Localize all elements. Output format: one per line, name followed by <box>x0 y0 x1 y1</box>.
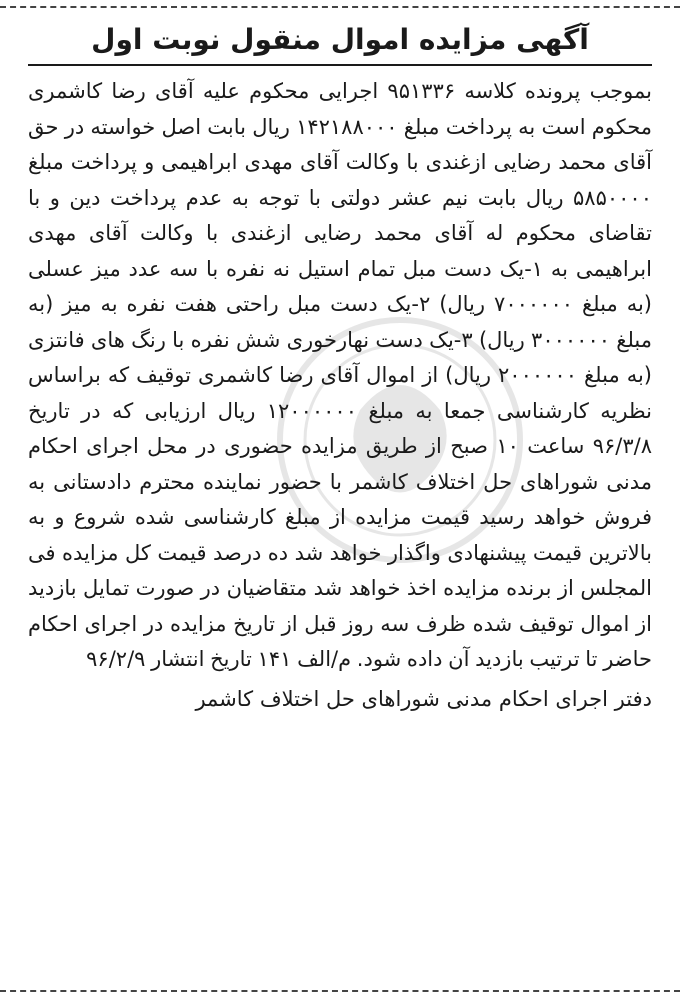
notice-body: بموجب پرونده کلاسه ۹۵۱۳۳۶ اجرایی محکوم علیه آقای رضا کاشمری محکوم است به پرداخت مبلغ ۱۴۲۱۸۸۰۰۰ ریال بابت اصل خواسته در حق آقای محمد رضایی ازغندی با وکالت آقای مهدی ابراهیمی و پرداخت مبلغ ۵۸۵۰۰۰۰ ریال بابت نیم عشر دولتی با توجه به عدم پرداخت دین و با تقاضای محکوم له آقای محمد رضایی ازغندی با وکالت آقای مهدی ابراهیمی به ۱-یک دست مبل تمام استیل نه نفره با سه عدد میز عسلی (به مبلغ ۷۰۰۰۰۰۰ ریال) ۲-یک دست مبل راحتی هفت نفره به میز (به مبلغ ۳۰۰۰۰۰۰ ریال) ۳-یک دست نهارخوری شش نفره با رنگ های فانتزی (به مبلغ ۲۰۰۰۰۰۰ ریال) از اموال آقای رضا کاشمری توقیف که براساس نظریه کارشناسی جمعا به مبلغ ۱۲۰۰۰۰۰۰ ریال ارزیابی که در تاریخ ۹۶/۳/۸ ساعت ۱۰ صبح از طریق مزایده حضوری در محل اجرای احکام مدنی شوراهای حل اختلاف کاشمر با حضور نماینده محترم دادستانی به فروش خواهد رسید قیمت مزایده از مبلغ کارشناسی شده شروع و به بالاترین قیمت پیشنهادی واگذار خواهد شد ده درصد قیمت کل مزایده فی المجلس از برنده مزایده اخذ خواهد شد متقاضیان در صورت تمایل بازدید از اموال توقیف شده ظرف سه روز قبل از تاریخ مزایده در اجرای احکام حاضر تا ترتیب بازدید آن داده شود. م/الف ۱۴۱ تاریخ انتشار ۹۶/۲/۹ <box>28 79 653 671</box>
auction-notice <box>28 18 652 717</box>
notice-title: آگهی مزایده اموال منقول نوبت اول <box>91 23 589 56</box>
title-underline <box>28 64 652 66</box>
notice-signature: دفتر اجرای احکام مدنی شوراهای حل اختلاف کاشمر <box>195 686 652 711</box>
top-divider <box>0 6 680 8</box>
bottom-divider <box>0 990 680 992</box>
